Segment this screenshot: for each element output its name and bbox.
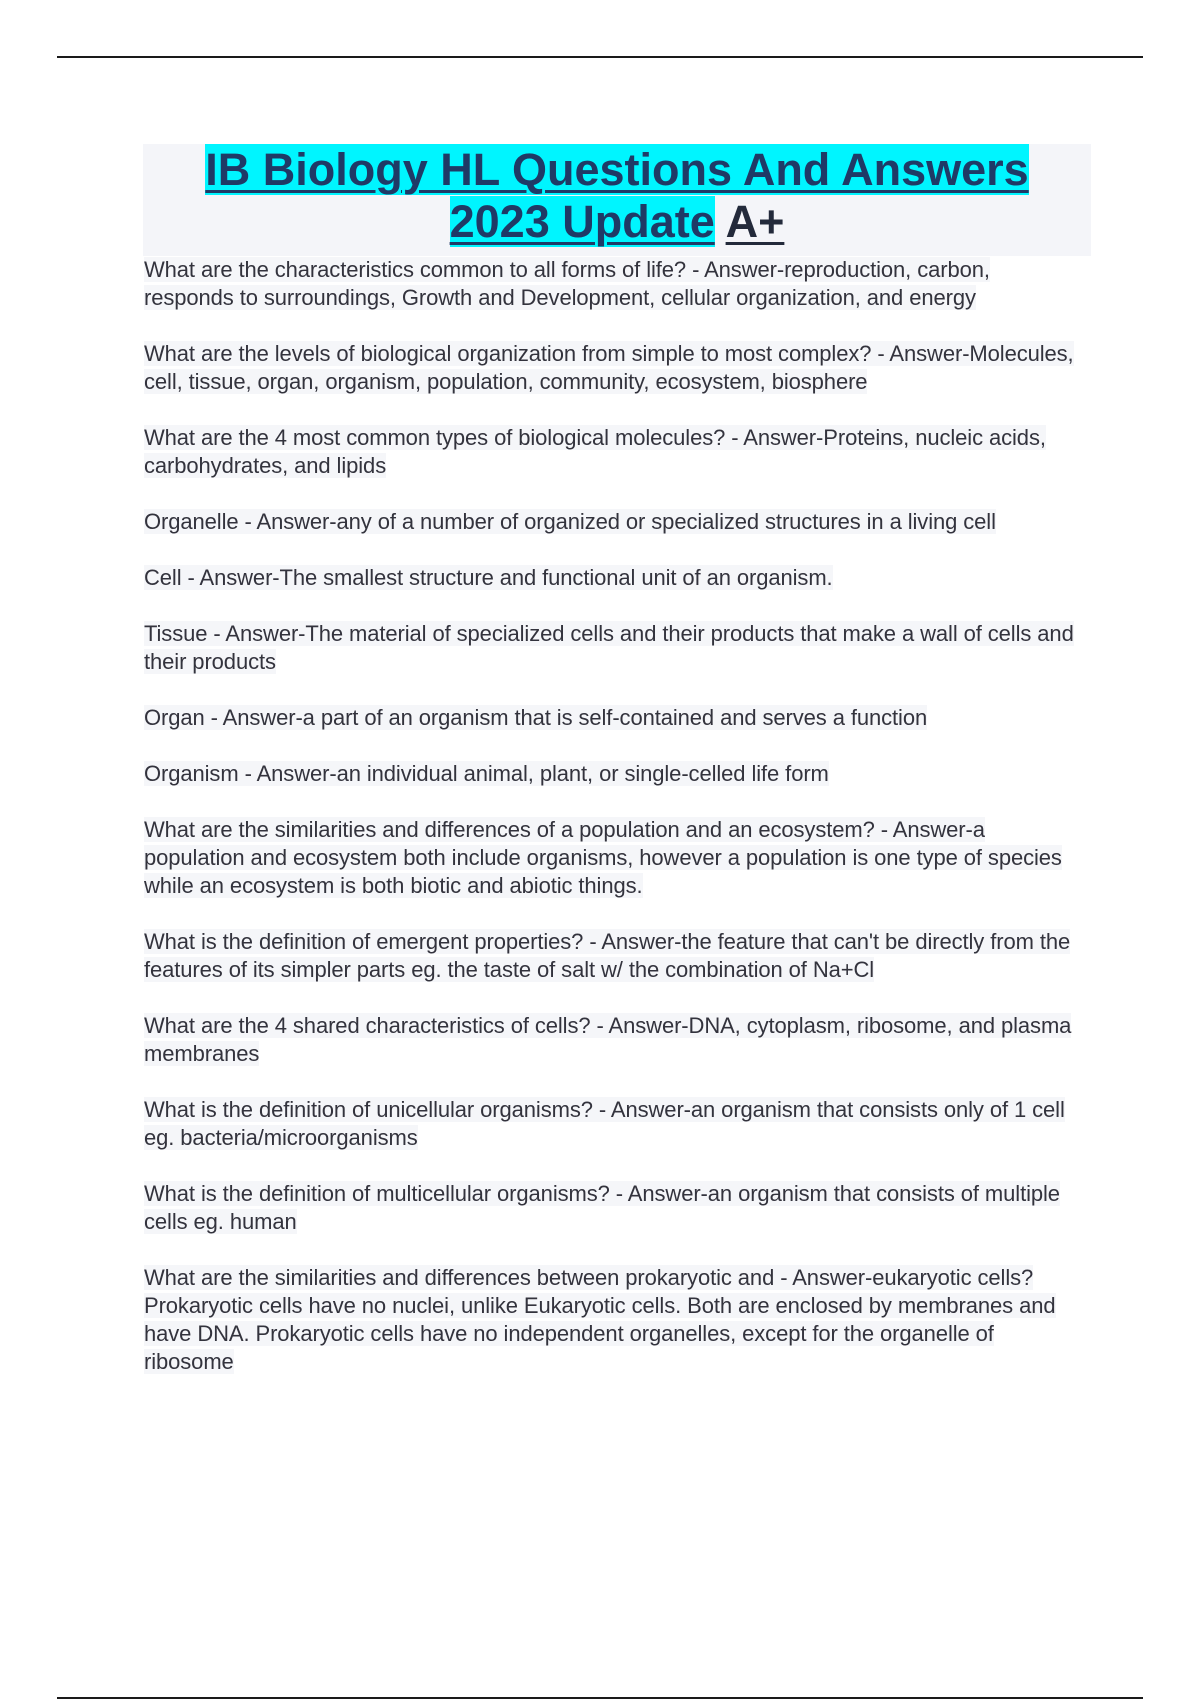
qa-entry: What are the 4 most common types of biological molecules? - Answer-Proteins, nucleic acids, carbohydrates, and lipids (144, 425, 1046, 478)
qa-entry: Organ - Answer-a part of an organism that is self-contained and serves a function (144, 705, 928, 730)
qa-entry: What are the levels of biological organization from simple to most complex? - Answer-Molecules, cell, tissue, organ, organism, population, community, ecosystem, biosphere (144, 341, 1074, 394)
qa-entry: What is the definition of unicellular organisms? - Answer-an organism that consists only of 1 cell eg. bacteria/microorganisms (144, 1097, 1065, 1150)
qa-entry: Organism - Answer-an individual animal, plant, or single-celled life form (144, 761, 829, 786)
qa-entry: What are the similarities and differences of a population and an ecosystem? - Answer-a population and ecosystem both include organisms, however a population is one type of species while an ecosystem is both biotic and abiotic things. (144, 817, 1062, 898)
qa-entry: Organelle - Answer-any of a number of organized or specialized structures in a living cell (144, 509, 996, 534)
qa-entry: What are the 4 shared characteristics of cells? - Answer-DNA, cytoplasm, ribosome, and plasma membranes (144, 1013, 1072, 1066)
qa-entry: What are the characteristics common to all forms of life? - Answer-reproduction, carbon, responds to surroundings, Growth and Development, cellular organization, and energy (144, 257, 990, 310)
qa-entry: Cell - Answer-The smallest structure and functional unit of an organism. (144, 565, 833, 590)
qa-entry: What is the definition of emergent properties? - Answer-the feature that can't be directly from the features of its simpler parts eg. the taste of salt w/ the combination of Na+Cl (144, 929, 1071, 982)
bottom-rule (57, 1697, 1143, 1699)
qa-entry: What is the definition of multicellular organisms? - Answer-an organism that consists of multiple cells eg. human (144, 1181, 1060, 1234)
page-title (143, 144, 1091, 256)
qa-entry: What are the similarities and differences between prokaryotic and - Answer-eukaryotic cells? Prokaryotic cells have no nuclei, unlike Eukaryotic cells. Both are enclosed by membranes and have DNA. Prokaryotic cells have no independent organelles, except for the organelle of ribosome (144, 1265, 1056, 1374)
top-rule (57, 56, 1143, 58)
title-grade: A+ (725, 196, 785, 247)
qa-list (144, 256, 1084, 1404)
title-highlight-line2: 2023 Update (449, 196, 715, 247)
title-highlight-line1: IB Biology HL Questions And Answers (205, 144, 1029, 195)
qa-entry: Tissue - Answer-The material of specialized cells and their products that make a wall of cells and their products (144, 621, 1074, 674)
